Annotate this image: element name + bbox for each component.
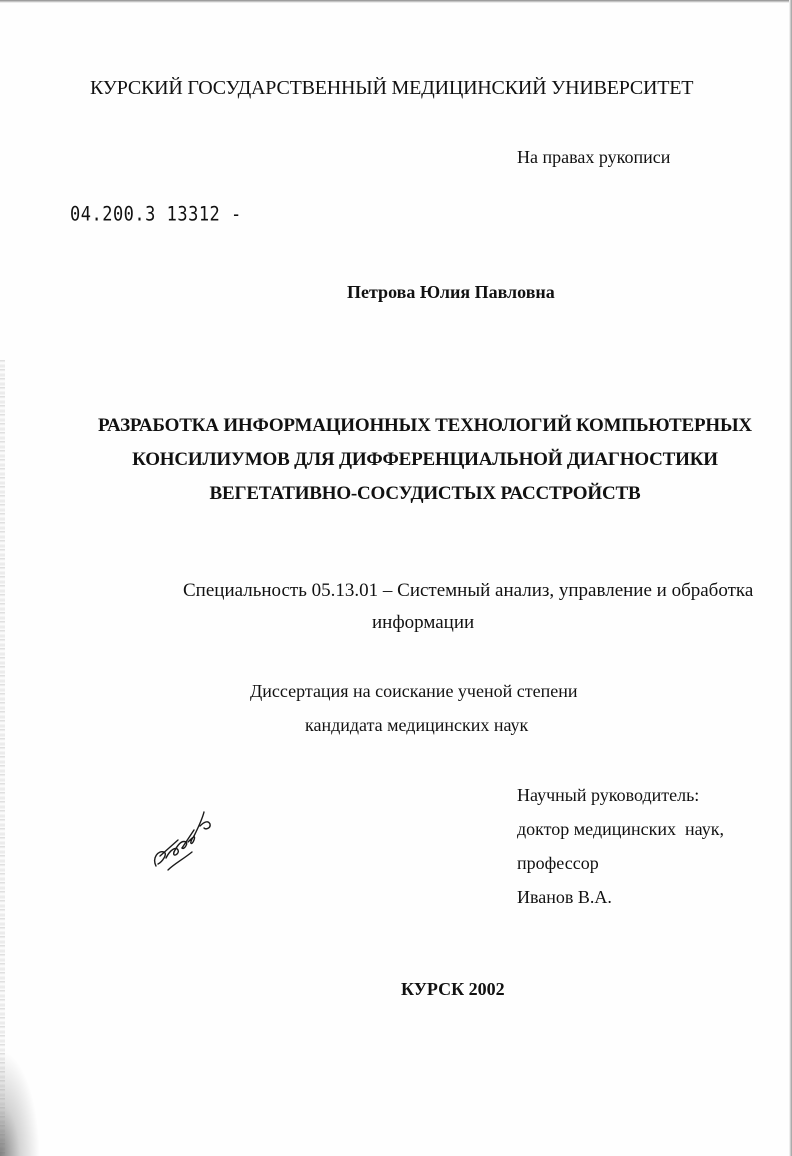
dissertation-type-line-1: Диссертация на соискание ученой степени: [250, 681, 578, 701]
scan-shadow-bottom-left: [0, 1050, 40, 1156]
specialty-line-1: Специальность 05.13.01 – Системный анализ, управление и обработка: [183, 580, 754, 601]
dissertation-title: [60, 409, 790, 511]
advisor-name: Иванов В.А.: [517, 887, 612, 907]
catalog-number-stamp: 04.200.3 13312 -: [70, 203, 242, 227]
dissertation-type-line-2: кандидата медицинских наук: [305, 715, 529, 735]
rights-note: На правах рукописи: [517, 147, 671, 167]
title-line: КОНСИЛИУМОВ ДЛЯ ДИФФЕРЕНЦИАЛЬНОЙ ДИАГНОСТИКИ: [132, 449, 718, 470]
author-name: Петрова Юлия Павловна: [347, 282, 555, 302]
city-year: КУРСК 2002: [401, 979, 505, 999]
advisor-degree: доктор медицинских наук,: [517, 819, 724, 839]
university-name: КУРСКИЙ ГОСУДАРСТВЕННЫЙ МЕДИЦИНСКИЙ УНИВЕРСИТЕТ: [90, 77, 694, 99]
scan-edge-left: [0, 360, 5, 1156]
advisor-rank: профессор: [517, 853, 599, 873]
advisor-block: [517, 778, 724, 914]
title-line: РАЗРАБОТКА ИНФОРМАЦИОННЫХ ТЕХНОЛОГИЙ КОМПЬЮТЕРНЫХ: [98, 415, 752, 436]
advisor-label: Научный руководитель:: [517, 785, 700, 805]
signature-icon: [148, 800, 218, 876]
scan-edge-top: [0, 0, 792, 3]
title-line: ВЕГЕТАТИВНО-СОСУДИСТЫХ РАССТРОЙСТВ: [209, 483, 641, 504]
specialty-line-2: информации: [372, 612, 475, 633]
